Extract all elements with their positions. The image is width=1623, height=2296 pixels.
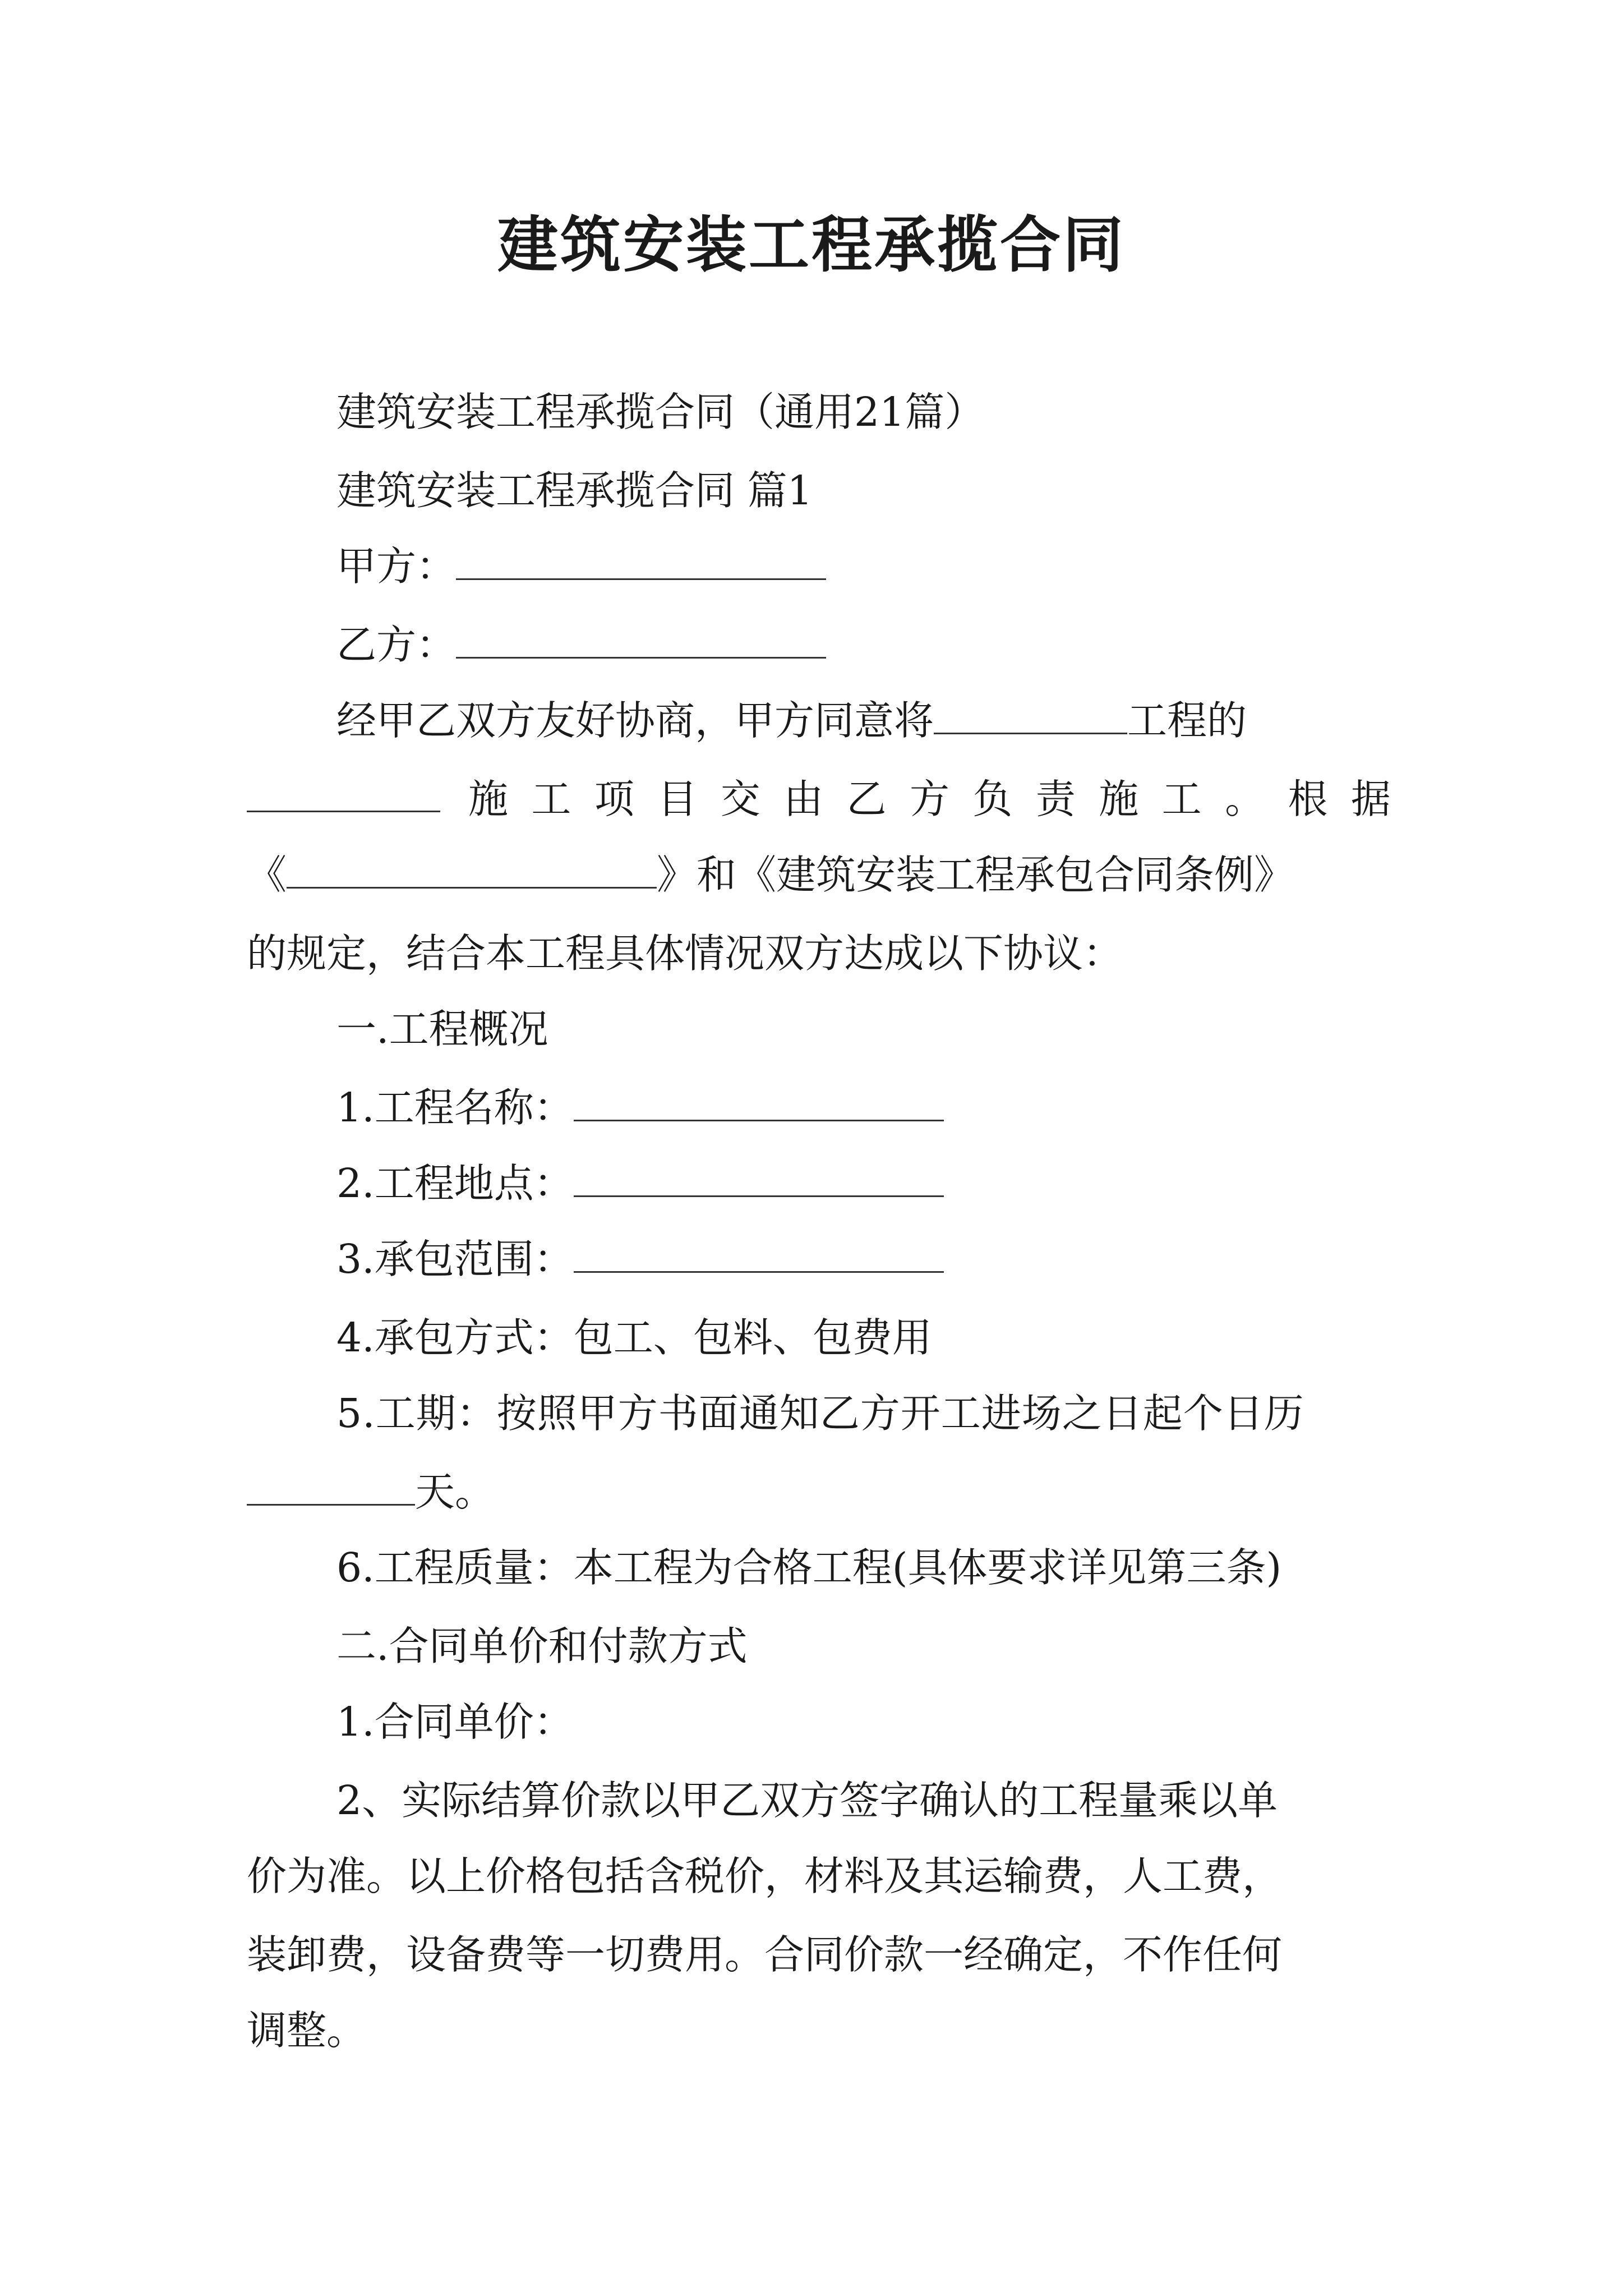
project-location-blank bbox=[574, 1156, 944, 1197]
contract-scope-label: 3.承包范围： bbox=[336, 1236, 574, 1282]
intro-line-4: 的规定，结合本工程具体情况双方达成以下协议： bbox=[247, 930, 1123, 977]
intro-char: 负 bbox=[972, 776, 1013, 822]
project-name-label: 1.工程名称： bbox=[336, 1084, 574, 1131]
party-a-blank bbox=[456, 539, 826, 580]
intro-char: 工 bbox=[531, 776, 571, 822]
s2-item-2-line-3: 装卸费，设备费等一切费用。合同价款一经确定，不作任何 bbox=[247, 1931, 1283, 1978]
section-2-heading: 二.合同单价和付款方式 bbox=[336, 1623, 748, 1669]
intro-char: 乙 bbox=[846, 776, 887, 822]
party-a-line bbox=[336, 539, 1391, 595]
intro-text-1b: 工程的 bbox=[1127, 697, 1247, 744]
s1-item-2 bbox=[336, 1156, 1391, 1212]
s1-item-4: 4.承包方式：包工、包料、包费用 bbox=[336, 1314, 932, 1361]
s2-item-2-line-2: 价为准。以上价格包括含税价，材料及其运输费，人工费， bbox=[247, 1853, 1283, 1899]
s1-item-3 bbox=[336, 1231, 1391, 1287]
intro-line-2-text bbox=[468, 771, 1391, 827]
s1-item-5: 5.工期：按照甲方书面通知乙方开工进场之日起个日历 bbox=[336, 1390, 1304, 1437]
intro-char: 。 bbox=[1225, 776, 1265, 822]
s2-item-2-line-1: 2、实际结算价款以甲乙双方签字确认的工程量乘以单 bbox=[336, 1777, 1278, 1824]
intro-char: 施 bbox=[468, 776, 509, 822]
subtitle: 建筑安装工程承揽合同（通用21篇） bbox=[336, 389, 985, 435]
intro-char: 项 bbox=[594, 776, 634, 822]
section-1-heading: 一.工程概况 bbox=[336, 1006, 548, 1052]
document-title: 建筑安装工程承揽合同 bbox=[497, 210, 1126, 280]
party-b-blank bbox=[456, 618, 826, 659]
party-a-label: 甲方： bbox=[336, 543, 457, 590]
party-b-line bbox=[336, 617, 1391, 673]
duration-unit: 天。 bbox=[415, 1469, 495, 1515]
project-name-blank bbox=[934, 693, 1127, 734]
intro-char: 根 bbox=[1288, 776, 1328, 822]
intro-line-1 bbox=[336, 693, 1391, 749]
section-heading: 建筑安装工程承揽合同 篇1 bbox=[336, 467, 813, 514]
project-location-label: 2.工程地点： bbox=[336, 1160, 574, 1207]
intro-line-3 bbox=[247, 847, 1391, 903]
intro-char: 责 bbox=[1035, 776, 1076, 822]
party-b-label: 乙方： bbox=[336, 622, 457, 668]
regulation-blank bbox=[287, 848, 657, 889]
duration-blank bbox=[247, 1465, 415, 1506]
project-scope-blank bbox=[247, 771, 440, 812]
intro-char: 目 bbox=[657, 776, 698, 822]
s1-item-5-cont bbox=[247, 1464, 1391, 1520]
s2-item-2-line-4: 调整。 bbox=[247, 2007, 367, 2054]
s1-item-1 bbox=[336, 1080, 1391, 1136]
s2-item-1: 1.合同单价： bbox=[336, 1699, 574, 1745]
project-name-field-blank bbox=[574, 1080, 944, 1121]
intro-text-3b: 》和《建筑安装工程承包合同条例》 bbox=[657, 852, 1294, 898]
intro-text-1a: 经甲乙双方友好协商，甲方同意将 bbox=[336, 697, 934, 744]
intro-char: 据 bbox=[1350, 776, 1391, 822]
s1-item-6: 6.工程质量：本工程为合格工程(具体要求详见第三条) bbox=[336, 1544, 1282, 1591]
intro-char: 方 bbox=[909, 776, 949, 822]
contract-scope-blank bbox=[574, 1232, 944, 1273]
intro-line-2 bbox=[247, 771, 1391, 827]
intro-char: 施 bbox=[1099, 776, 1139, 822]
intro-char: 交 bbox=[720, 776, 760, 822]
intro-char: 由 bbox=[783, 776, 824, 822]
intro-text-3a: 《 bbox=[247, 852, 287, 898]
intro-char: 工 bbox=[1161, 776, 1202, 822]
